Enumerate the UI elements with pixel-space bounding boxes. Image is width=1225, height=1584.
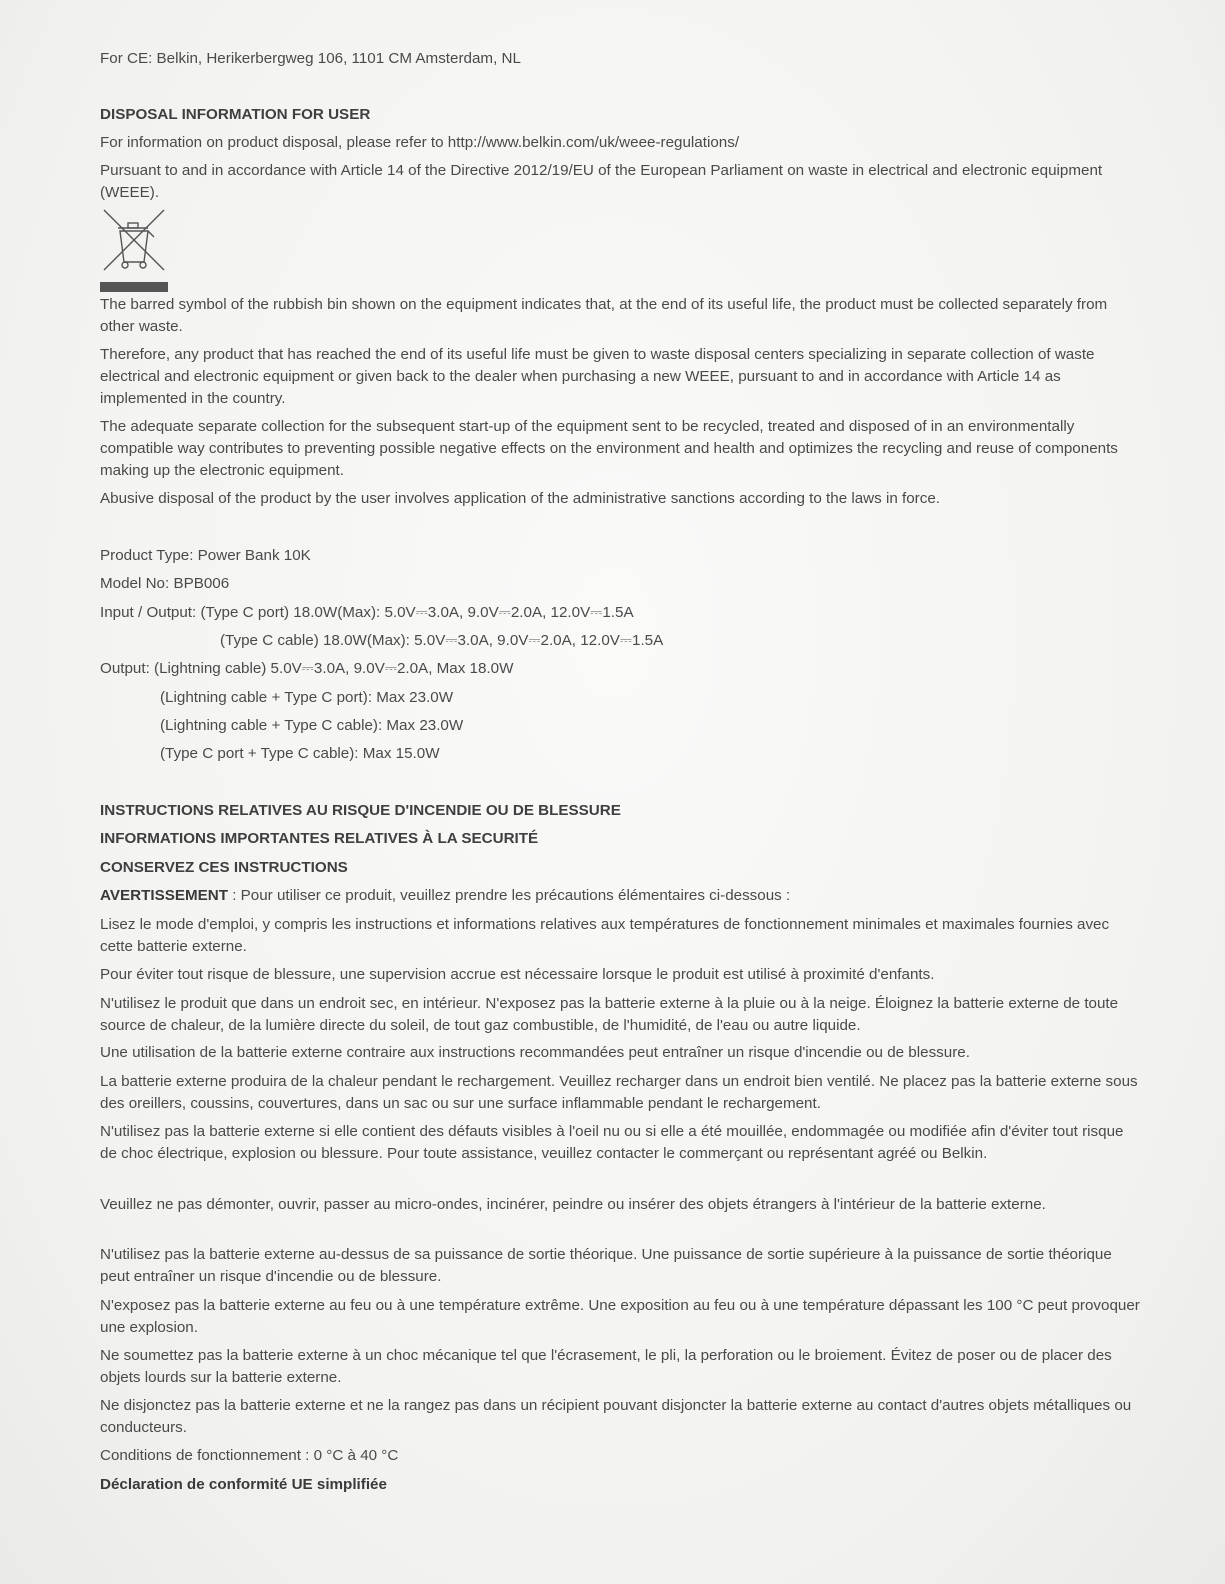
french-paragraph-5: La batterie externe produira de la chaleur pendant le rechargement. Veuillez recharger dans un endroit bien ventilé. Ne placez pas la batterie externe sous des oreillers, coussins, couvertures, dans un sac ou sur une surface inflammable pendant le rechargement. [100,1073,1138,1112]
ce-address: For CE: Belkin, Herikerbergweg 106, 1101 CM Amsterdam, NL [100,50,521,67]
disposal-paragraph-2: Pursuant to and in accordance with Article 14 of the Directive 2012/19/EU of the European Parliament on waste in electrical and electronic equipment (WEEE). [100,162,1103,201]
eu-declaration-title: Déclaration de conformité UE simplifiée [100,1476,387,1493]
crossed-out-wheelie-bin-icon [100,206,168,294]
french-paragraph-3: N'utilisez le produit que dans un endroit sec, en intérieur. N'exposez pas la batterie externe à la pluie ou à la neige. Éloignez la batterie externe de toute source de chaleur, de la lumière directe du soleil, de tout gaz combustible, de l'humidité, de l'eau ou autre liquide. [100,995,1119,1034]
warning-text: : Pour utiliser ce produit, veuillez prendre les précautions élémentaires ci-dessous : [227,887,791,904]
output-port-plus-cable: (Type C port + Type C cable): Max 15.0W [160,745,440,762]
french-paragraph-8: N'utilisez pas la batterie externe au-dessus de sa puissance de sortie théorique. Une puissance de sortie supérieure à la puissance de sortie théorique peut entraîner un risque d'incendie ou de blessure. [100,1246,1112,1285]
french-paragraph-1: Lisez le mode d'emploi, y compris les instructions et informations relatives aux températures de fonctionnement minimales et maximales fournies avec cette batterie externe. [100,916,1110,955]
french-paragraph-9: N'exposez pas la batterie externe au feu ou à une température extrême. Une exposition au feu ou à une température dépassant les 100 °C peut provoquer une explosion. [100,1297,1140,1336]
disposal-title: DISPOSAL INFORMATION FOR USER [100,106,371,123]
disposal-paragraph-1: For information on product disposal, please refer to http://www.belkin.com/uk/weee-regulations/ [100,134,740,151]
french-paragraph-4: Une utilisation de la batterie externe contraire aux instructions recommandées peut entraîner un risque d'incendie ou de blessure. [100,1044,970,1061]
disposal-paragraph-3: The barred symbol of the rubbish bin shown on the equipment indicates that, at the end of its useful life, the product must be collected separately from other waste. [100,296,1108,335]
disposal-paragraph-4: Therefore, any product that has reached the end of its useful life must be given to waste disposal centers specializing in separate collection of waste electrical and electronic equipment or given back to the dealer when purchasing a new WEEE, pursuant to and in accordance with Article 14 as implemented in the country. [100,346,1095,407]
output-lightning-plus-port: (Lightning cable + Type C port): Max 23.0W [160,689,454,706]
warning-label: AVERTISSEMENT [100,887,228,904]
disposal-paragraph-5: The adequate separate collection for the subsequent start-up of the equipment sent to be recycled, treated and disposed of in an environmentally compatible way contributes to preventing possible negative effects on the environment and health and optimizes the recycling and reuse of components making up the electronic equipment. [100,418,1118,479]
french-title-safety: INFORMATIONS IMPORTANTES RELATIVES À LA SECURITÉ [100,830,539,847]
french-paragraph-10: Ne soumettez pas la batterie externe à un choc mécanique tel que l'écrasement, le pli, la perforation ou le broiement. Évitez de poser ou de placer des objets lourds sur la batterie externe. [100,1347,1112,1386]
output-lightning-plus-cable: (Lightning cable + Type C cable): Max 23.0W [160,717,464,734]
french-paragraph-11: Ne disjonctez pas la batterie externe et ne la rangez pas dans un récipient pouvant disjoncter la batterie externe au contact d'autres objets métalliques ou conducteurs. [100,1397,1132,1436]
french-title-keep-instructions: CONSERVEZ CES INSTRUCTIONS [100,859,348,876]
french-paragraph-6: N'utilisez pas la batterie externe si elle contient des défauts visibles à l'oeil nu ou si elle a été mouillée, endommagée ou modifiée afin d'éviter tout risque de choc électrique, explosion ou blessure. Pour toute assistance, veuillez contacter le commerçant ou représentant agréé ou Belkin. [100,1123,1124,1162]
input-output-type-c-port: Input / Output: (Type C port) 18.0W(Max): 5.0V⎓3.0A, 9.0V⎓2.0A, 12.0V⎓1.5A [100,604,634,621]
disposal-paragraph-6: Abusive disposal of the product by the user involves application of the administrative sanctions according to the laws in force. [100,490,940,507]
product-type: Product Type: Power Bank 10K [100,547,311,564]
input-output-type-c-cable: (Type C cable) 18.0W(Max): 5.0V⎓3.0A, 9.0V⎓2.0A, 12.0V⎓1.5A [220,632,664,649]
model-number: Model No: BPB006 [100,575,230,592]
operating-conditions: Conditions de fonctionnement : 0 °C à 40 °C [100,1447,399,1464]
french-paragraph-2: Pour éviter tout risque de blessure, une supervision accrue est nécessaire lorsque le produit est utilisé à proximité d'enfants. [100,966,935,983]
french-paragraph-7: Veuillez ne pas démonter, ouvrir, passer au micro-ondes, incinérer, peindre ou insérer des objets étrangers à l'intérieur de la batterie externe. [100,1196,1046,1213]
output-lightning-cable: Output: (Lightning cable) 5.0V⎓3.0A, 9.0V⎓2.0A, Max 18.0W [100,660,514,677]
french-title-fire-risk: INSTRUCTIONS RELATIVES AU RISQUE D'INCENDIE OU DE BLESSURE [100,802,621,819]
french-warning [100,885,1140,907]
